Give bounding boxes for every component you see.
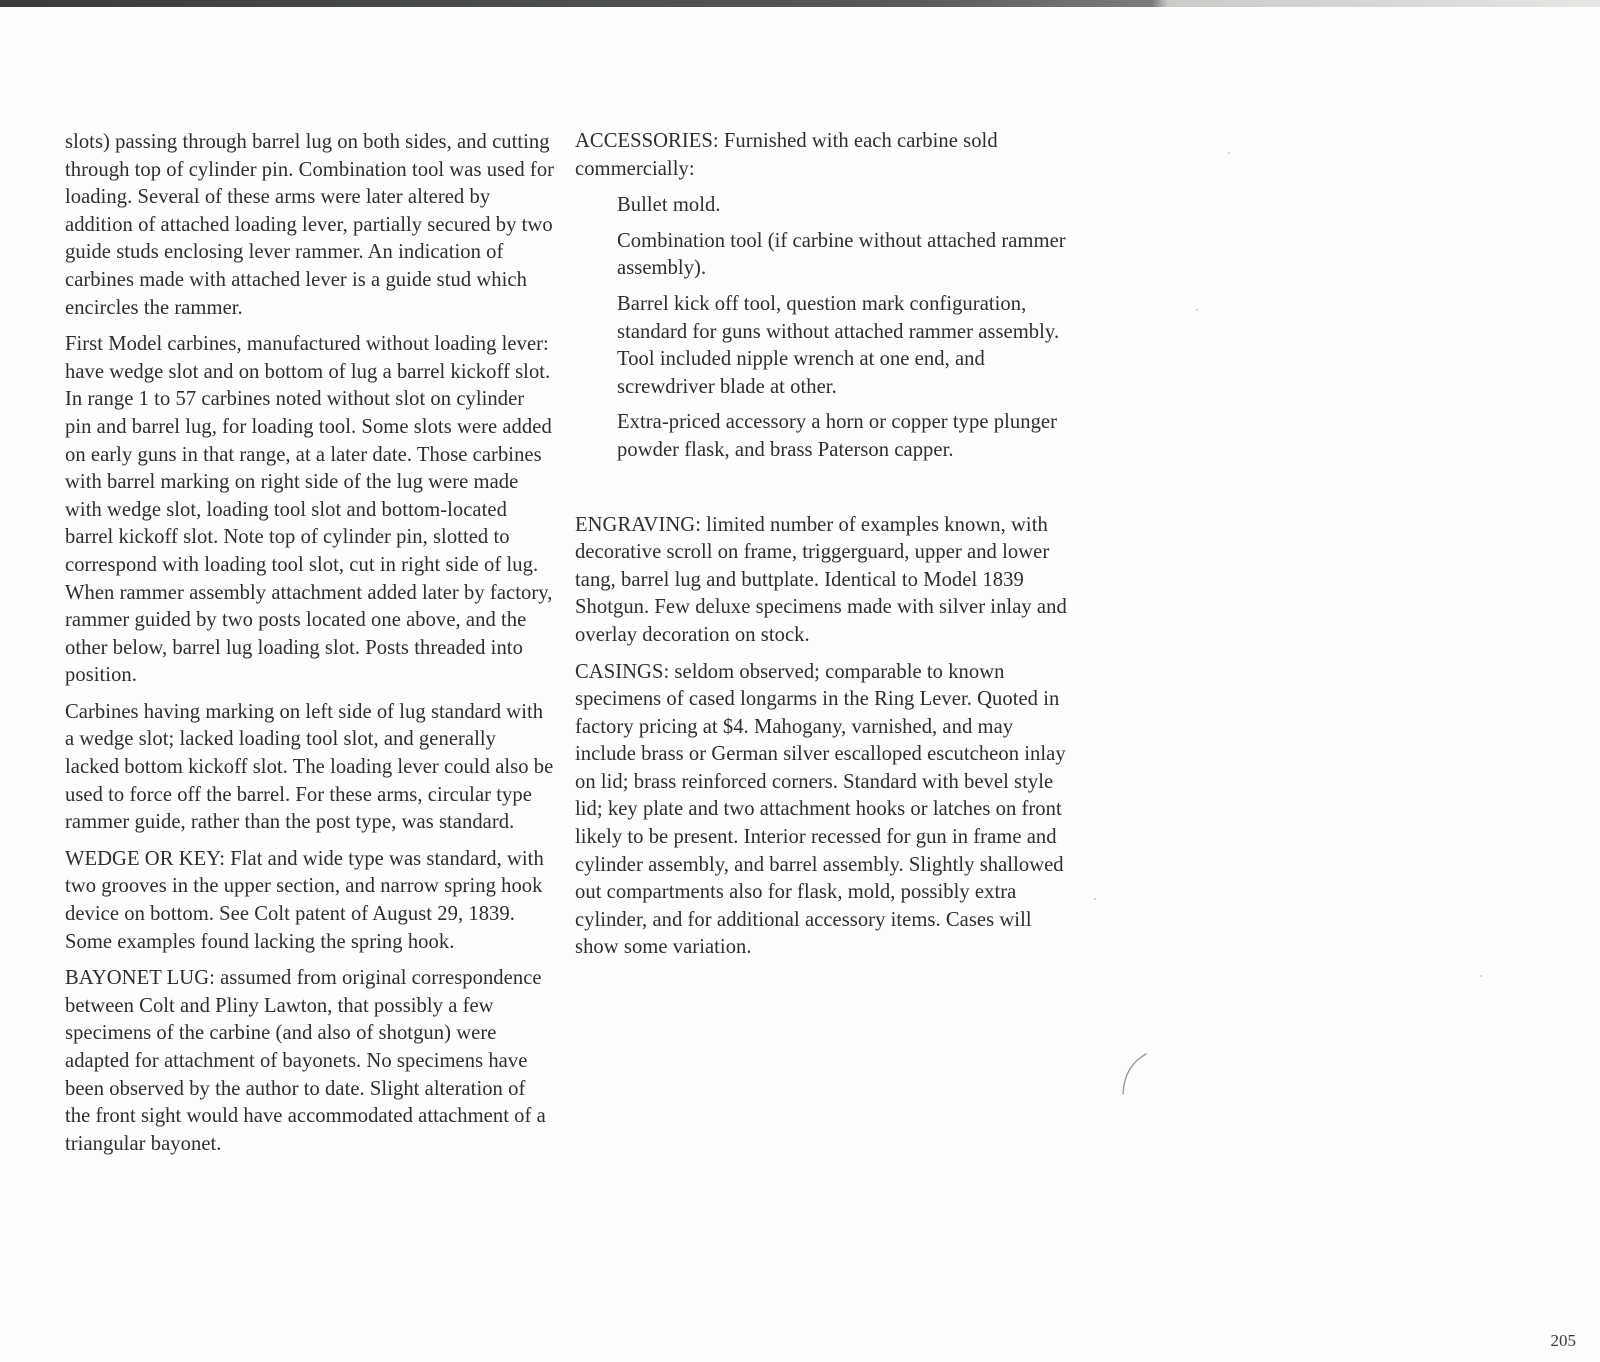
paragraph-bayonet-lug: BAYONET LUG: assumed from original correspondence between Colt and Pliny Lawton, that possibly a few specimens of the carbine (and also of shotgun) were adapted for attachment of bayonets. No specimens have been observed by the author to date. Slight alteration of the front sight would have accommodated attachment of a triangular bayonet.: [65, 967, 546, 1155]
page-number: 205: [1550, 1331, 1576, 1350]
scan-edge-bar: [0, 0, 1600, 7]
scan-speck: [1228, 152, 1230, 154]
scan-speck: [1196, 309, 1198, 311]
accessories-heading: ACCESSORIES: Furnished with each carbine sold commercially:: [575, 130, 998, 180]
scan-speck: [1094, 898, 1096, 900]
accessories-list: [575, 192, 1075, 464]
accessory-item-combination-tool: Combination tool (if carbine without attached rammer assembly).: [617, 229, 1066, 280]
accessory-item-bullet-mold: Bullet mold.: [617, 194, 721, 217]
paragraph-first-model: First Model carbines, manufactured without loading lever: have wedge slot and on bottom of lug a barrel kickoff slot. In range 1 to 57 carbines noted without slot on cylinder pin and barrel lug, for loading tool. Some slots were added on early guns in that range, at a later date. Those carbines with barrel marking on right side of the lug were made with wedge slot, loading tool slot and bottom-located barrel kickoff slot. Note top of cylinder pin, slotted to correspond with loading tool slot, cut in right side of lug. When rammer assembly attachment added later by factory, rammer guided by two posts located one above, and the other below, barrel lug loading slot. Posts threaded into position.: [65, 333, 553, 687]
paragraph-engraving: ENGRAVING: limited number of examples known, with decorative scroll on frame, triggerguard, upper and lower tang, barrel lug and buttplate. Identical to Model 1839 Shotgun. Few deluxe specimens made with silver inlay and overlay decoration on stock.: [575, 513, 1067, 646]
stray-pencil-mark: [1118, 1050, 1158, 1098]
paragraph-slots: slots) passing through barrel lug on both sides, and cutting through top of cylinder pin. Combination tool was used for loading. Several of these arms were later altered by addition of attached loading lever, partially secured by two guide studs enclosing lever rammer. An indication of carbines made with attached lever is a guide stud which encircles the rammer.: [65, 131, 555, 319]
accessory-item-powder-flask: Extra-priced accessory a horn or copper type plunger powder flask, and brass Paterson capper.: [617, 411, 1058, 461]
paragraph-left-lug-marking: Carbines having marking on left side of lug standard with a wedge slot; lacked loading tool slot, and generally lacked bottom kickoff slot. The loading lever could also be used to force off the barrel. For these arms, circular type rammer guide, rather than the post type, was standard.: [65, 700, 554, 834]
scan-speck: [1480, 975, 1482, 977]
paragraph-wedge-or-key: WEDGE OR KEY: Flat and wide type was standard, with two grooves in the upper section, and narrow spring hook device on bottom. See Colt patent of August 29, 1839. Some examples found lacking the spring hook.: [65, 847, 544, 953]
paragraph-casings: CASINGS: seldom observed; comparable to known specimens of cased longarms in the Ring Lever. Quoted in factory pricing at $4. Mahogany, varnished, and may include brass or German silver escalloped escutcheon inlay on lid; brass reinforced corners. Standard with bevel style lid; key plate and two attachment hooks or latches on front likely to be present. Interior recessed for gun in frame and cylinder assembly, and barrel assembly. Slightly shallowed out compartments also for flask, mold, possibly extra cylinder, and for additional accessory items. Cases will show some variation.: [575, 660, 1066, 959]
right-text-column: [575, 128, 1075, 971]
left-text-column: [65, 129, 555, 1167]
accessory-item-barrel-kick-off-tool: Barrel kick off tool, question mark configuration, standard for guns without attached rammer assembly. Tool included nipple wrench at one end, and screwdriver blade at other.: [617, 292, 1060, 398]
